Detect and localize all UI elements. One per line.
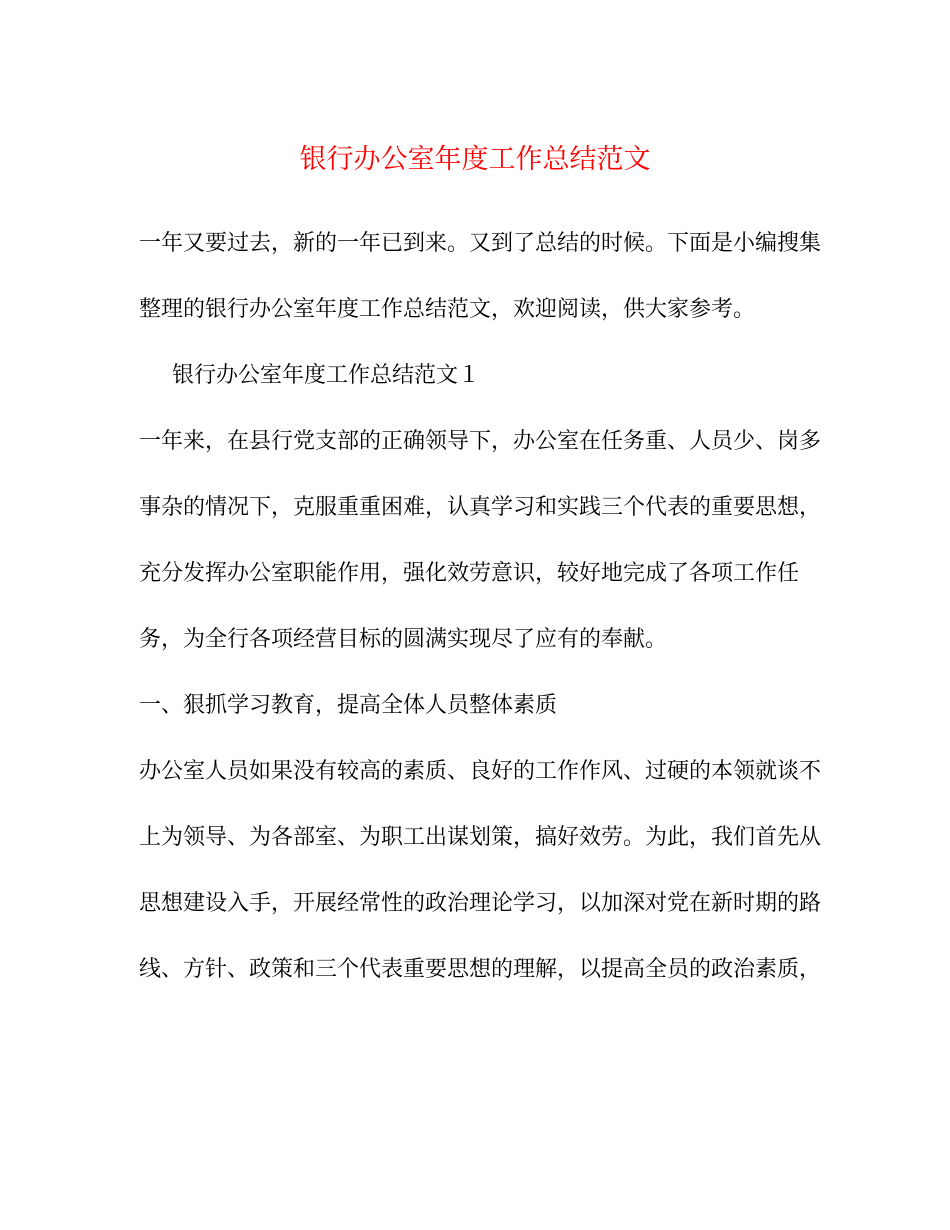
paragraph-line: 办公室人员如果没有较高的素质、良好的工作作风、过硬的本领就谈不 bbox=[139, 759, 822, 784]
document-title: 银行办公室年度工作总结范文 bbox=[299, 144, 651, 175]
document-body bbox=[139, 220, 822, 1012]
paragraph-line: 充分发挥办公室职能作用，强化效劳意识，较好地完成了各项工作任 bbox=[139, 561, 800, 586]
section-subtitle: 银行办公室年度工作总结范文１ bbox=[172, 363, 481, 388]
paragraph-line: 一年来，在县行党支部的正确领导下，办公室在任务重、人员少、岗多 bbox=[139, 429, 822, 454]
paragraph-line: 事杂的情况下，克服重重困难，认真学习和实践三个代表的重要思想， bbox=[139, 495, 822, 520]
paragraph-line: 线、方针、政策和三个代表重要思想的理解，以提高全员的政治素质， bbox=[139, 957, 822, 982]
paragraph-line: 务，为全行各项经营目标的圆满实现尽了应有的奉献。 bbox=[139, 627, 668, 652]
paragraph-line: 整理的银行办公室年度工作总结范文，欢迎阅读，供大家参考。 bbox=[139, 297, 756, 322]
section-heading: 一、狠抓学习教育，提高全体人员整体素质 bbox=[139, 693, 558, 718]
paragraph-line: 思想建设入手，开展经常性的政治理论学习，以加深对党在新时期的路 bbox=[139, 891, 822, 916]
paragraph-line: 上为领导、为各部室、为职工出谋划策，搞好效劳。为此，我们首先从 bbox=[139, 825, 822, 850]
paragraph-line: 一年又要过去，新的一年已到来。又到了总结的时候。下面是小编搜集 bbox=[139, 231, 822, 256]
